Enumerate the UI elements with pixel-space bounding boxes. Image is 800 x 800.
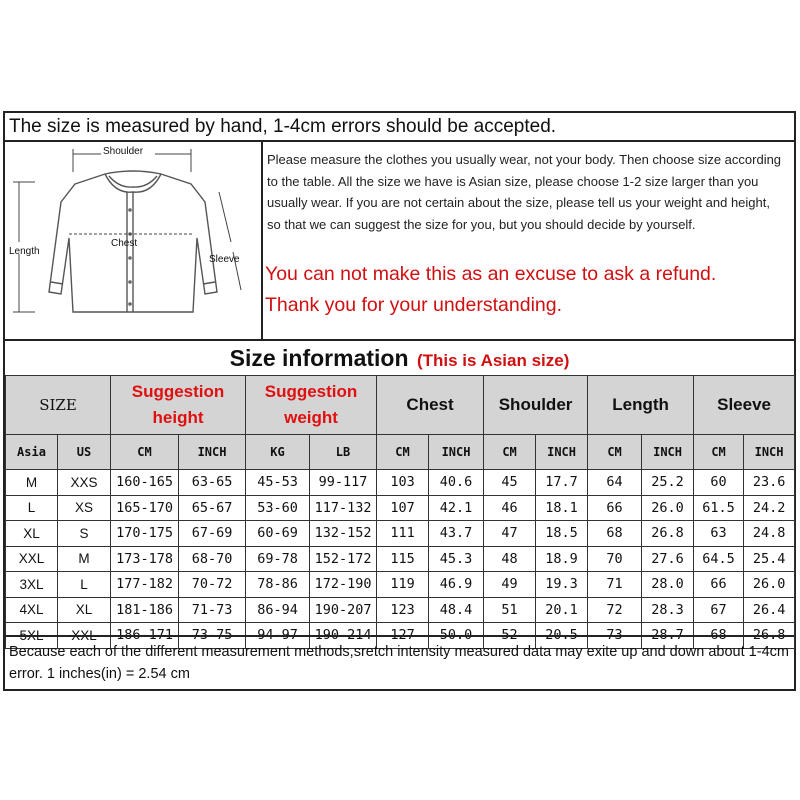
table-cell: 26.0 [744,572,795,598]
unit-cell: INCH [536,435,588,470]
table-cell: 27.6 [642,546,694,572]
table-cell: 18.9 [536,546,588,572]
table-cell: 26.8 [744,623,795,649]
table-cell: 94-97 [246,623,310,649]
group-shoulder: Shoulder [484,376,588,435]
table-cell: 43.7 [429,521,484,547]
table-cell: 46.9 [429,572,484,598]
table-cell: 68 [694,623,744,649]
table-cell: 132-152 [310,521,377,547]
unit-cell: CM [694,435,744,470]
unit-cell: CM [484,435,536,470]
table-cell: XXL [6,546,58,572]
table-cell: 4XL [6,597,58,623]
title-main: Size information [229,345,409,371]
table-row [6,495,795,521]
table-cell: 45-53 [246,470,310,496]
table-cell: 26.4 [744,597,795,623]
sizing-notes [265,143,795,339]
shirt-figure [5,142,263,339]
unit-cell: CM [588,435,642,470]
table-cell: 73 [588,623,642,649]
table-cell: M [58,546,111,572]
table-cell: 26.8 [642,521,694,547]
table-row [6,546,795,572]
table-cell: 107 [377,495,429,521]
size-info-title [5,339,794,377]
table-group-header [6,376,795,435]
table-cell: 60 [694,470,744,496]
table-cell: 172-190 [310,572,377,598]
table-cell: 71 [588,572,642,598]
table-row [6,521,795,547]
table-cell: 67-69 [179,521,246,547]
table-cell: 181-186 [111,597,179,623]
table-cell: 18.1 [536,495,588,521]
table-cell: 25.4 [744,546,795,572]
unit-cell: LB [310,435,377,470]
size-chart [3,111,796,691]
group-height: Suggestion height [111,376,246,435]
measurement-notice: The size is measured by hand, 1-4cm errors should be accepted. [5,113,794,142]
table-row [6,597,795,623]
thanks-note: Thank you for your understanding. [265,294,563,316]
unit-cell: INCH [429,435,484,470]
table-cell: 73-75 [179,623,246,649]
table-cell: 25.2 [642,470,694,496]
table-cell: 177-182 [111,572,179,598]
unit-cell: INCH [642,435,694,470]
table-cell: 23.6 [744,470,795,496]
table-cell: 173-178 [111,546,179,572]
unit-cell: CM [111,435,179,470]
table-cell: 78-86 [246,572,310,598]
group-length: Length [588,376,694,435]
table-cell: 50.0 [429,623,484,649]
group-size: SIZE [6,376,111,435]
table-cell: 117-132 [310,495,377,521]
table-cell: 47 [484,521,536,547]
table-cell: 64 [588,470,642,496]
table-cell: 53-60 [246,495,310,521]
table-cell: 28.3 [642,597,694,623]
table-cell: 66 [694,572,744,598]
table-cell: 190-214 [310,623,377,649]
sizing-instructions: Please measure the clothes you usually wear, not your body. Then choose size according to the table. All the size we have is Asian size, please choose 1-2 size larger than you usually wear. If you are not certain about the size, please tell us your weight and height, so that we can suggest the size for you, but you should decide by yourself. [267,152,782,232]
table-cell: 64.5 [694,546,744,572]
table-cell: 28.0 [642,572,694,598]
refund-warning: You can not make this as an excuse to ask a refund. [265,263,717,285]
table-cell: 190-207 [310,597,377,623]
unit-cell: INCH [744,435,795,470]
table-cell: XXL [58,623,111,649]
table-cell: 99-117 [310,470,377,496]
table-cell: 40.6 [429,470,484,496]
table-cell: 48.4 [429,597,484,623]
label-chest: Chest [111,238,138,249]
table-cell: XS [58,495,111,521]
table-cell: 63 [694,521,744,547]
table-cell: 115 [377,546,429,572]
table-cell: 160-165 [111,470,179,496]
table-cell: 186-171 [111,623,179,649]
unit-cell: KG [246,435,310,470]
table-cell: 17.7 [536,470,588,496]
table-cell: 70-72 [179,572,246,598]
table-cell: 127 [377,623,429,649]
title-sub: (This is Asian size) [416,351,570,370]
table-cell: 71-73 [179,597,246,623]
table-cell: 67 [694,597,744,623]
table-cell: 66 [588,495,642,521]
table-cell: 19.3 [536,572,588,598]
table-cell: 103 [377,470,429,496]
table-cell: 24.2 [744,495,795,521]
table-cell: 68 [588,521,642,547]
table-cell: 63-65 [179,470,246,496]
table-cell: XXS [58,470,111,496]
table-cell: 46 [484,495,536,521]
table-cell: 60-69 [246,521,310,547]
table-cell: 18.5 [536,521,588,547]
table-cell: 65-67 [179,495,246,521]
table-cell: 61.5 [694,495,744,521]
table-cell: 69-78 [246,546,310,572]
table-row [6,470,795,496]
unit-cell: INCH [179,435,246,470]
label-sleeve: Sleeve [209,254,240,265]
table-cell: 152-172 [310,546,377,572]
table-body [6,470,795,649]
table-cell: 52 [484,623,536,649]
table-cell: S [58,521,111,547]
table-row [6,572,795,598]
group-sleeve: Sleeve [694,376,795,435]
table-cell: 28.7 [642,623,694,649]
unit-cell: CM [377,435,429,470]
table-cell: 3XL [6,572,58,598]
table-cell: 170-175 [111,521,179,547]
table-cell: 70 [588,546,642,572]
size-table [5,375,795,649]
table-cell: XL [6,521,58,547]
unit-cell: Asia [6,435,58,470]
table-cell: 119 [377,572,429,598]
table-cell: 49 [484,572,536,598]
table-cell: 68-70 [179,546,246,572]
table-cell: 42.1 [429,495,484,521]
table-cell: 26.0 [642,495,694,521]
table-cell: 20.1 [536,597,588,623]
label-length: Length [9,246,40,257]
table-cell: L [58,572,111,598]
table-cell: 20.5 [536,623,588,649]
table-cell: M [6,470,58,496]
table-cell: 24.8 [744,521,795,547]
table-cell: 86-94 [246,597,310,623]
unit-cell: US [58,435,111,470]
group-chest: Chest [377,376,484,435]
table-cell: 111 [377,521,429,547]
table-cell: XL [58,597,111,623]
label-shoulder: Shoulder [103,146,144,157]
table-cell: 5XL [6,623,58,649]
table-cell: 165-170 [111,495,179,521]
table-cell: 123 [377,597,429,623]
table-cell: 48 [484,546,536,572]
footer-note: Because each of the different measurement methods,sretch intensity measured data may exite up and down about 1-4cm error. 1 inches(in) = 2.54 cm [5,635,794,691]
table-cell: 45.3 [429,546,484,572]
table-cell: 45 [484,470,536,496]
group-weight: Suggestion weight [246,376,377,435]
table-unit-header [6,435,795,470]
table-cell: 72 [588,597,642,623]
table-cell: L [6,495,58,521]
table-cell: 51 [484,597,536,623]
